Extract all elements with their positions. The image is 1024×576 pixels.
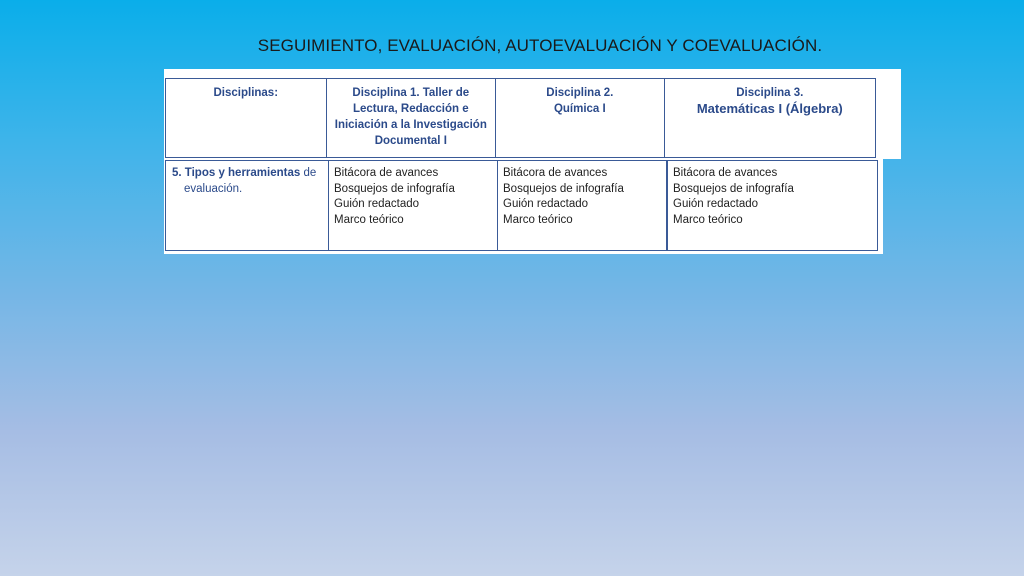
header-cell-disciplina-1 bbox=[327, 79, 497, 157]
row-label-rest: de bbox=[300, 167, 317, 179]
list-item: Marco teórico bbox=[334, 213, 404, 226]
header-line: Lectura, Redacción e bbox=[352, 103, 469, 115]
header-line: Disciplina 1. Taller de bbox=[352, 87, 470, 99]
row-label-cell bbox=[166, 161, 329, 250]
slide-title: SEGUIMIENTO, EVALUACIÓN, AUTOEVALUACIÓN Y COEVALUACIÓN. bbox=[257, 36, 823, 55]
list-item: Bitácora de avances bbox=[334, 167, 439, 179]
list-item: Bitácora de avances bbox=[673, 167, 778, 179]
evaluation-row bbox=[165, 160, 878, 251]
list-item: Marco teórico bbox=[503, 213, 573, 226]
row-cell-disciplina-1 bbox=[328, 161, 498, 250]
list-item: Bitácora de avances bbox=[503, 167, 608, 179]
list-item: Guión redactado bbox=[334, 198, 420, 210]
header-line: Disciplina 3. bbox=[736, 87, 804, 99]
list-item: Guión redactado bbox=[673, 198, 759, 210]
row-label-line2: evaluación. bbox=[184, 182, 243, 195]
header-line: Disciplinas: bbox=[213, 87, 279, 99]
list-item: Marco teórico bbox=[673, 213, 743, 226]
header-line: Disciplina 2. bbox=[546, 87, 614, 99]
header-line: Documental I bbox=[374, 135, 447, 147]
header-cell-disciplina-3 bbox=[665, 79, 875, 157]
list-item: Bosquejos de infografía bbox=[334, 182, 455, 195]
row-cell-disciplina-3 bbox=[667, 161, 877, 250]
list-item: Bosquejos de infografía bbox=[503, 182, 624, 195]
header-line: Iniciación a la Investigación bbox=[334, 119, 487, 131]
header-row bbox=[165, 78, 876, 158]
header-cell-disciplina-2 bbox=[496, 79, 665, 157]
row-label-bold: 5. Tipos y herramientas bbox=[172, 167, 301, 179]
header-cell-disciplinas bbox=[166, 79, 327, 157]
list-item: Bosquejos de infografía bbox=[673, 182, 794, 195]
header-line: Matemáticas I (Álgebra) bbox=[696, 101, 843, 116]
list-item: Guión redactado bbox=[503, 198, 589, 210]
row-cell-disciplina-2 bbox=[498, 161, 667, 250]
header-line: Química I bbox=[553, 103, 606, 115]
